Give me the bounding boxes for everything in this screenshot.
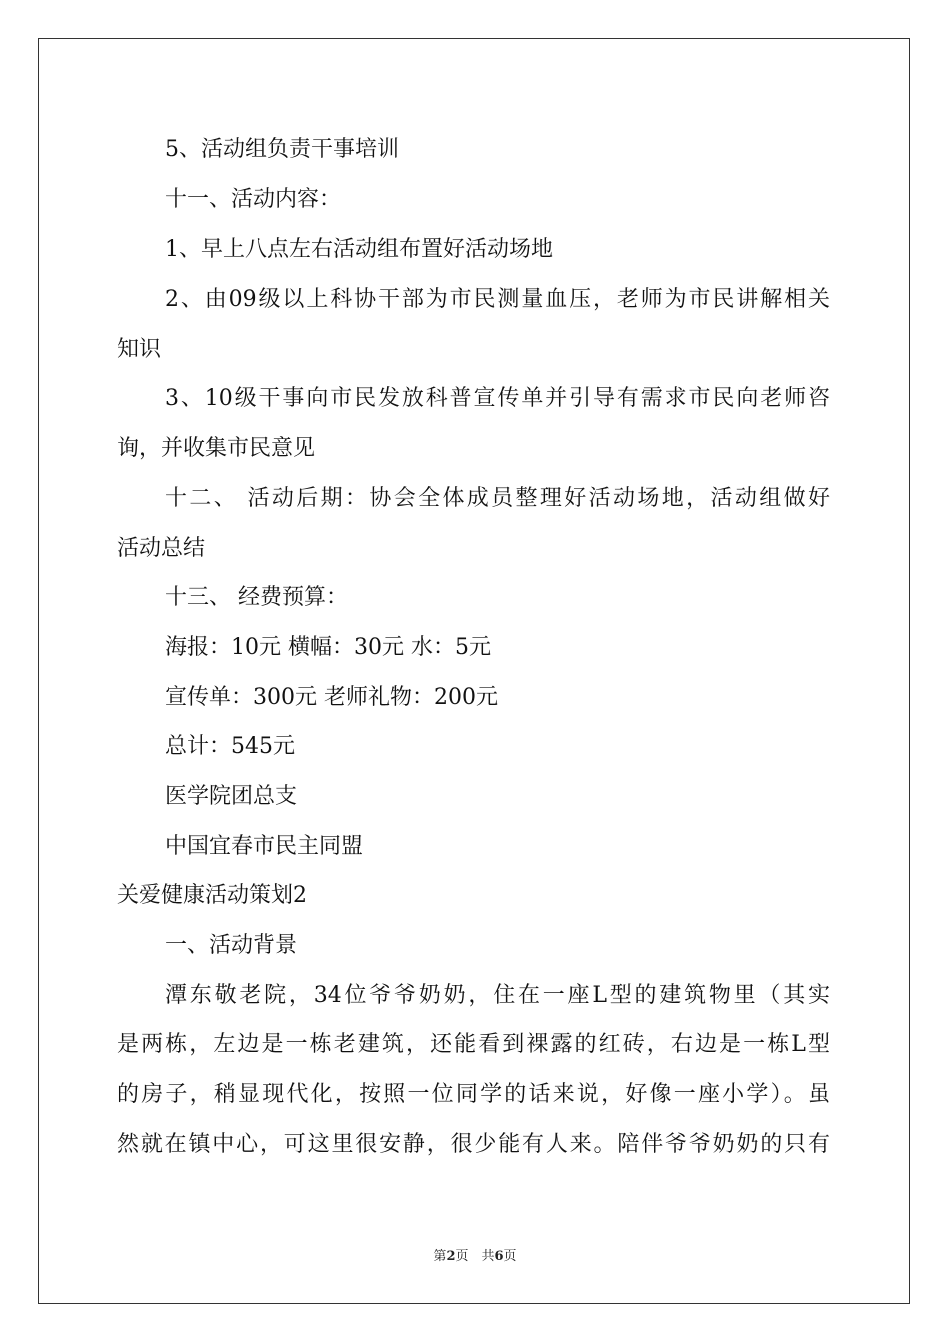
page-total: 6 <box>494 1249 504 1264</box>
text-line: 潭东敬老院，34位爷爷奶奶，住在一座L型的建筑物里（其实 <box>165 983 830 1008</box>
text-line: 3、10级干事向市民发放科普宣传单并引导有需求市民向老师咨 <box>165 386 830 411</box>
text-line: 然就在镇中心，可这里很安静，很少能有人来。陪伴爷爷奶奶的只有 <box>117 1132 830 1157</box>
text-line: 的房子，稍显现代化，按照一位同学的话来说，好像一座小学）。虽 <box>117 1082 830 1107</box>
text-line: 知识 <box>117 337 162 362</box>
signature-line: 医学院团总支 <box>165 784 298 809</box>
text-line: 活动总结 <box>117 536 206 561</box>
text-line: 询，并收集市民意见 <box>117 436 316 461</box>
section-heading: 十二、 活动后期：协会全体成员整理好活动场地，活动组做好 <box>165 486 830 511</box>
section-heading: 十一、活动内容： <box>165 187 342 212</box>
section-heading: 一、活动背景 <box>165 933 298 958</box>
page-number: 2 <box>446 1249 456 1264</box>
text-line: 1、早上八点左右活动组布置好活动场地 <box>165 237 553 262</box>
budget-line: 宣传单：300元 老师礼物：200元 <box>165 685 498 710</box>
section-heading: 十三、 经费预算： <box>165 585 348 610</box>
page-border <box>38 38 910 1304</box>
footer-prefix: 第 <box>433 1249 447 1264</box>
budget-line: 海报：10元 横幅：30元 水：5元 <box>165 635 491 660</box>
text-line: 是两栋，左边是一栋老建筑，还能看到裸露的红砖，右边是一栋L型 <box>117 1032 830 1057</box>
footer-mid: 页 共 <box>455 1249 495 1264</box>
footer-suffix: 页 <box>503 1249 517 1264</box>
page-footer <box>0 1245 950 1264</box>
text-line: 2、由09级以上科协干部为市民测量血压，老师为市民讲解相关 <box>165 287 830 312</box>
signature-line: 中国宜春市民主同盟 <box>165 834 364 859</box>
text-line: 5、活动组负责干事培训 <box>165 137 399 162</box>
budget-total: 总计：545元 <box>165 734 295 759</box>
document-title: 关爱健康活动策划2 <box>117 883 307 908</box>
